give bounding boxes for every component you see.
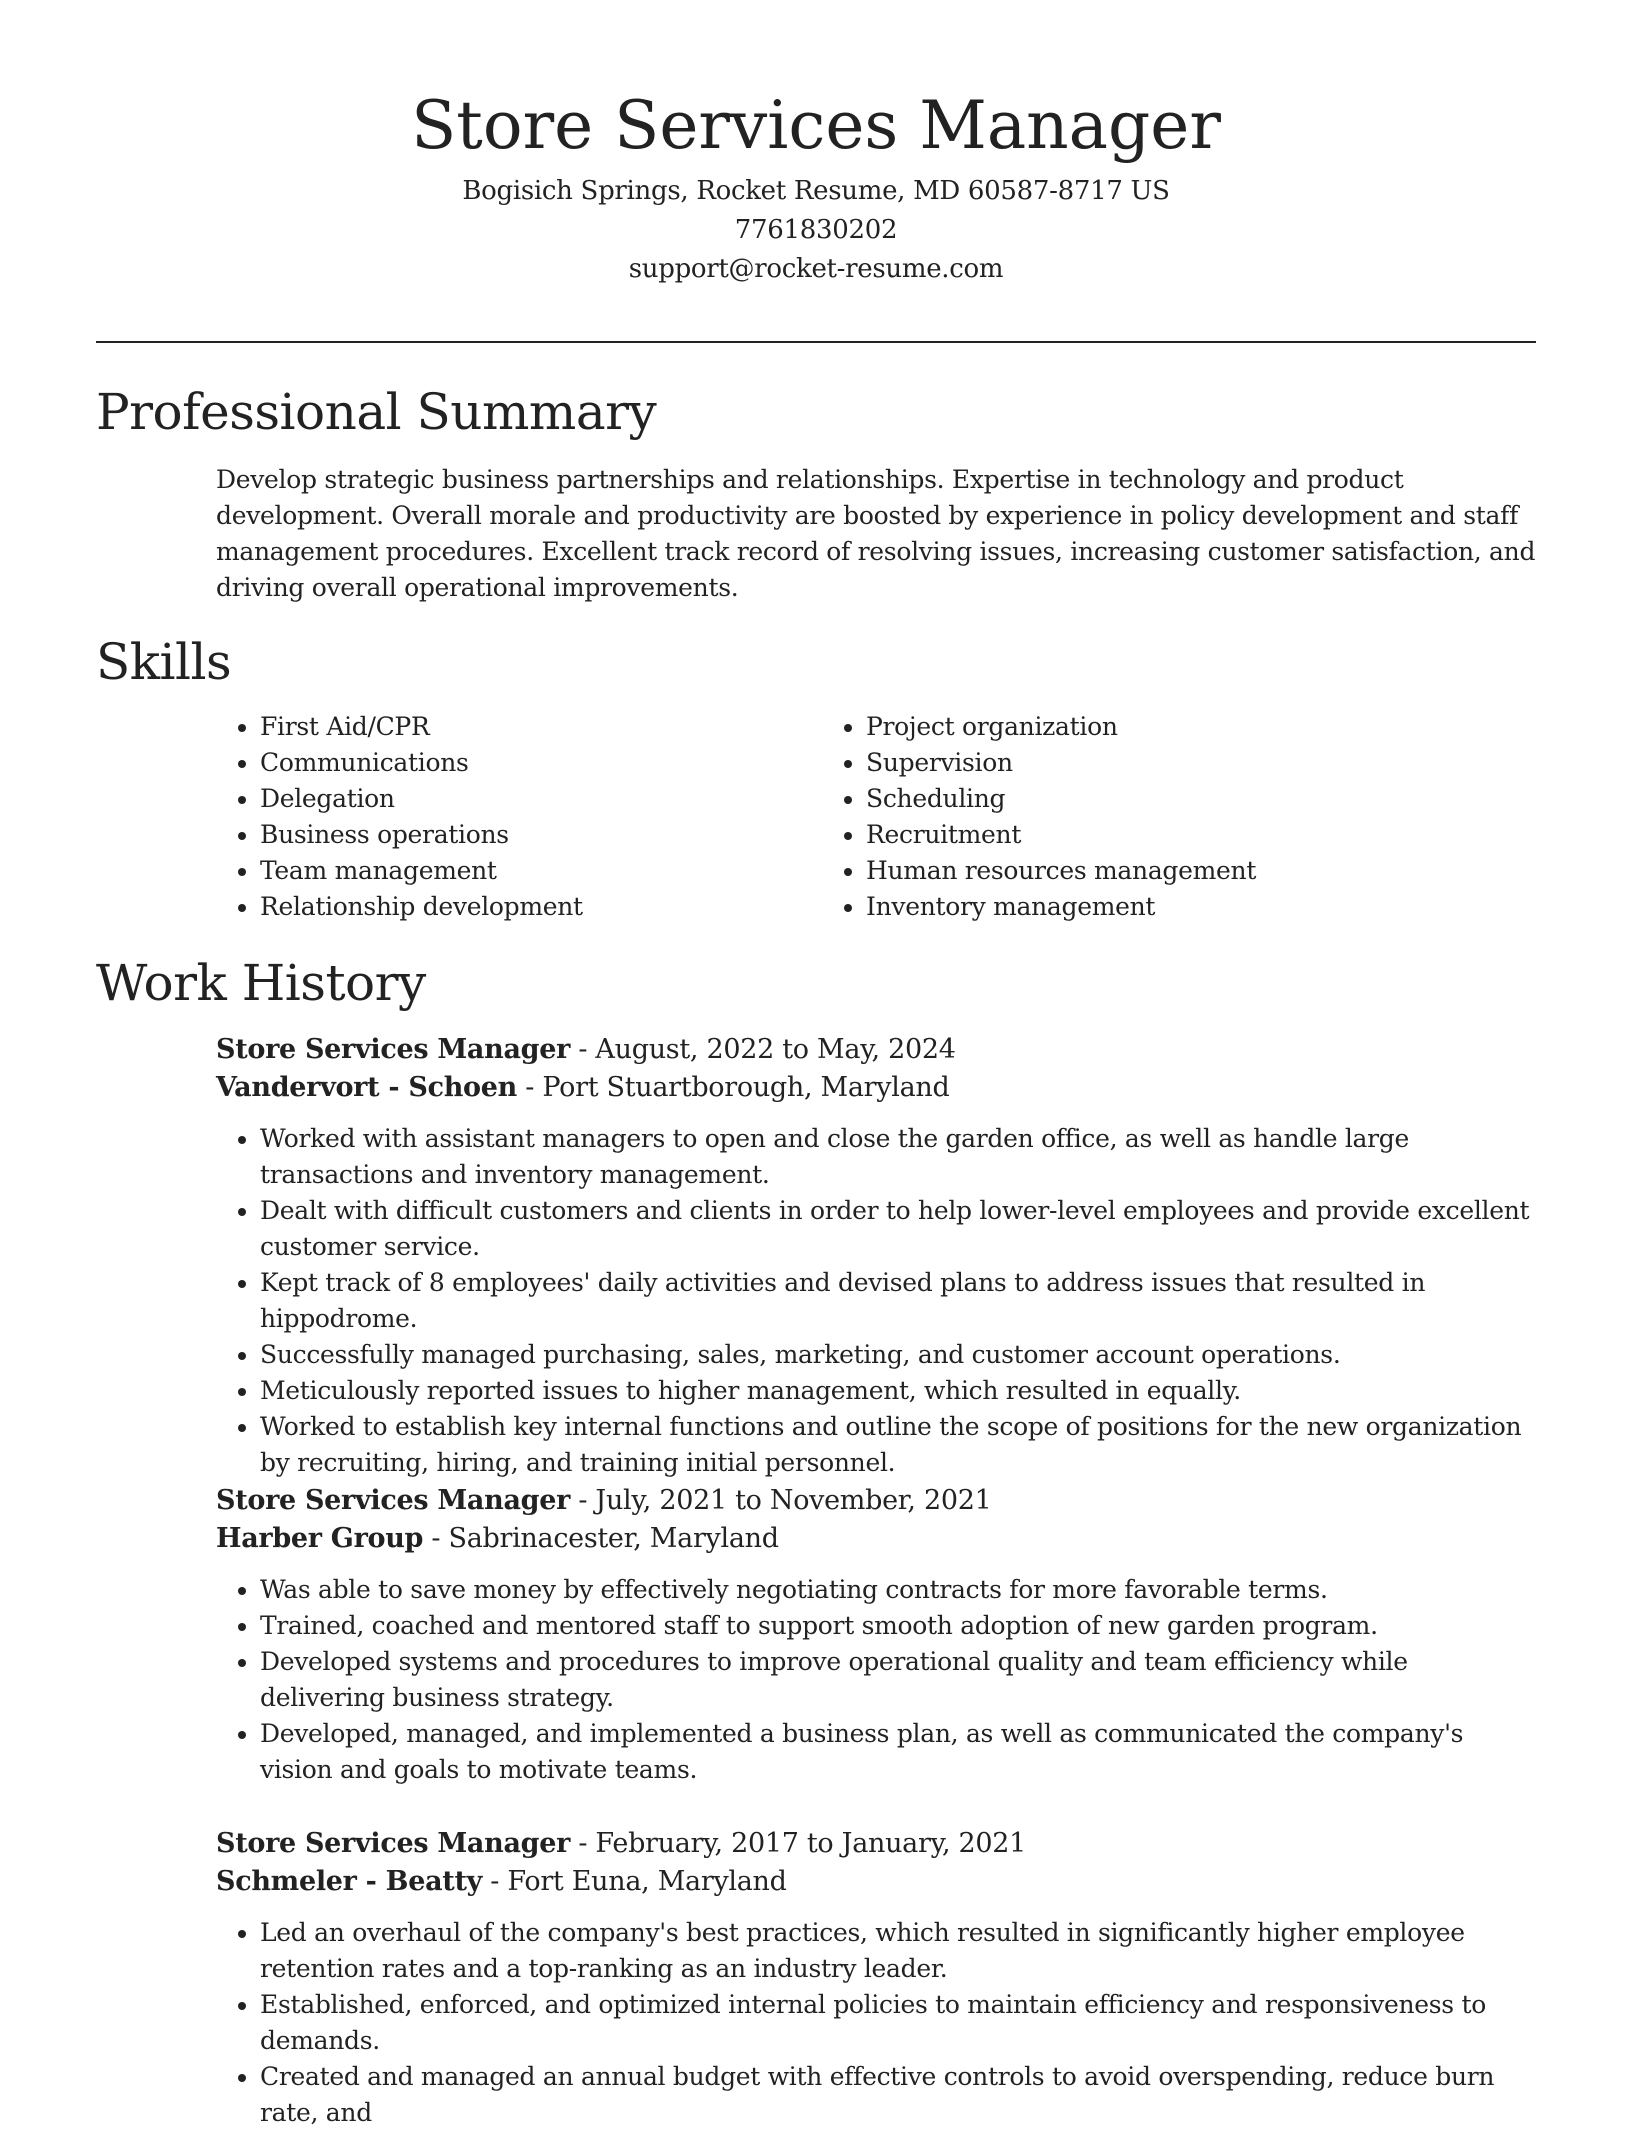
job-bullet: • Was able to save money by effectively negotiating contracts for more favorable terms. [260, 1572, 1536, 1608]
job-location: - Port Stuartborough, Maryland [516, 1072, 950, 1103]
job-bullet: • Worked to establish key internal functions and outline the scope of positions for the new organization by recruiting, hiring, and training initial personnel. [260, 1409, 1536, 1481]
job-bullets [216, 1121, 1536, 1481]
job-title-line [216, 1825, 1536, 1863]
job-bullets [216, 1915, 1536, 2131]
address: Bogisich Springs, Rocket Resume, MD 60587-8717 US [462, 176, 1170, 206]
job-bullet: • Led an overhaul of the company's best practices, which resulted in significantly higher employee retention rates and a top-ranking as an industry leader. [260, 1915, 1536, 1987]
job-dates: - July, 2021 to November, 2021 [570, 1485, 992, 1516]
skill-item: • First Aid/CPR [260, 709, 822, 745]
candidate-name: Store Services Manager [411, 87, 1221, 164]
skill-item: • Scheduling [866, 781, 1428, 817]
work-history-heading: Work History [96, 954, 426, 1012]
job-location: - Sabrinacester, Maryland [423, 1523, 779, 1554]
job-bullet: • Developed systems and procedures to improve operational quality and team efficiency while delivering business strategy. [260, 1644, 1536, 1716]
skill-item: • Delegation [260, 781, 822, 817]
job-bullet: • Developed, managed, and implemented a business plan, as well as communicated the company's vision and goals to motivate teams. [260, 1716, 1536, 1788]
skills-heading: Skills [96, 633, 232, 691]
job-title-line [216, 1031, 1536, 1069]
skills-column-right [822, 709, 1428, 925]
job-bullet: • Created and managed an annual budget with effective controls to avoid overspending, reduce burn rate, and [260, 2059, 1536, 2131]
skill-item: • Inventory management [866, 889, 1428, 925]
job-title: Store Services Manager [216, 1034, 571, 1065]
job-company-line [216, 1069, 1536, 1107]
job-bullet: • Successfully managed purchasing, sales, marketing, and customer account operations. [260, 1337, 1536, 1373]
skill-item: • Relationship development [260, 889, 822, 925]
job-dates: - August, 2022 to May, 2024 [570, 1034, 956, 1065]
job-company-line [216, 1863, 1536, 1901]
resume-header [96, 80, 1536, 289]
job-bullet: • Kept track of 8 employees' daily activities and devised plans to address issues that resulted in hippodrome. [260, 1265, 1536, 1337]
job-title: Store Services Manager [216, 1485, 571, 1516]
job-bullet: • Worked with assistant managers to open and close the garden office, as well as handle large transactions and inventory management. [260, 1121, 1536, 1193]
skills-list [216, 709, 1536, 925]
skill-item: • Project organization [866, 709, 1428, 745]
job-title: Store Services Manager [216, 1828, 571, 1859]
job-entry [216, 1031, 1536, 1481]
job-bullets [216, 1572, 1536, 1788]
job-dates: - February, 2017 to January, 2021 [570, 1828, 1027, 1859]
skill-item: • Team management [260, 853, 822, 889]
job-bullet: • Trained, coached and mentored staff to support smooth adoption of new garden program. [260, 1608, 1536, 1644]
summary-heading: Professional Summary [96, 383, 657, 441]
skill-item: • Business operations [260, 817, 822, 853]
skill-item: • Human resources management [866, 853, 1428, 889]
job-company-line [216, 1520, 1536, 1558]
skill-item: • Communications [260, 745, 822, 781]
job-company: Harber Group [216, 1523, 424, 1554]
email: support@rocket-resume.com [628, 254, 1004, 284]
skill-item: • Supervision [866, 745, 1428, 781]
skills-column-left [216, 709, 822, 925]
job-entry [216, 1825, 1536, 2131]
summary-text: Develop strategic business partnerships and relationships. Expertise in technology and product development. Overall morale and productivity are boosted by experience in policy development and staff management procedures. Excellent track record of resolving issues, increasing customer satisfaction, and driving overall operational improvements. [216, 465, 1536, 602]
job-location: - Fort Euna, Maryland [482, 1866, 787, 1897]
job-title-line [216, 1482, 1536, 1520]
header-divider [96, 341, 1536, 343]
job-bullet: • Established, enforced, and optimized internal policies to maintain efficiency and responsiveness to demands. [260, 1987, 1536, 2059]
skill-item: • Recruitment [866, 817, 1428, 853]
phone: 7761830202 [734, 215, 898, 245]
job-entry [216, 1482, 1536, 1788]
job-bullet: • Meticulously reported issues to higher management, which resulted in equally. [260, 1373, 1536, 1409]
job-bullet: • Dealt with difficult customers and clients in order to help lower-level employees and provide excellent customer service. [260, 1193, 1536, 1265]
job-company: Vandervort - Schoen [216, 1072, 517, 1103]
job-company: Schmeler - Beatty [216, 1866, 483, 1897]
